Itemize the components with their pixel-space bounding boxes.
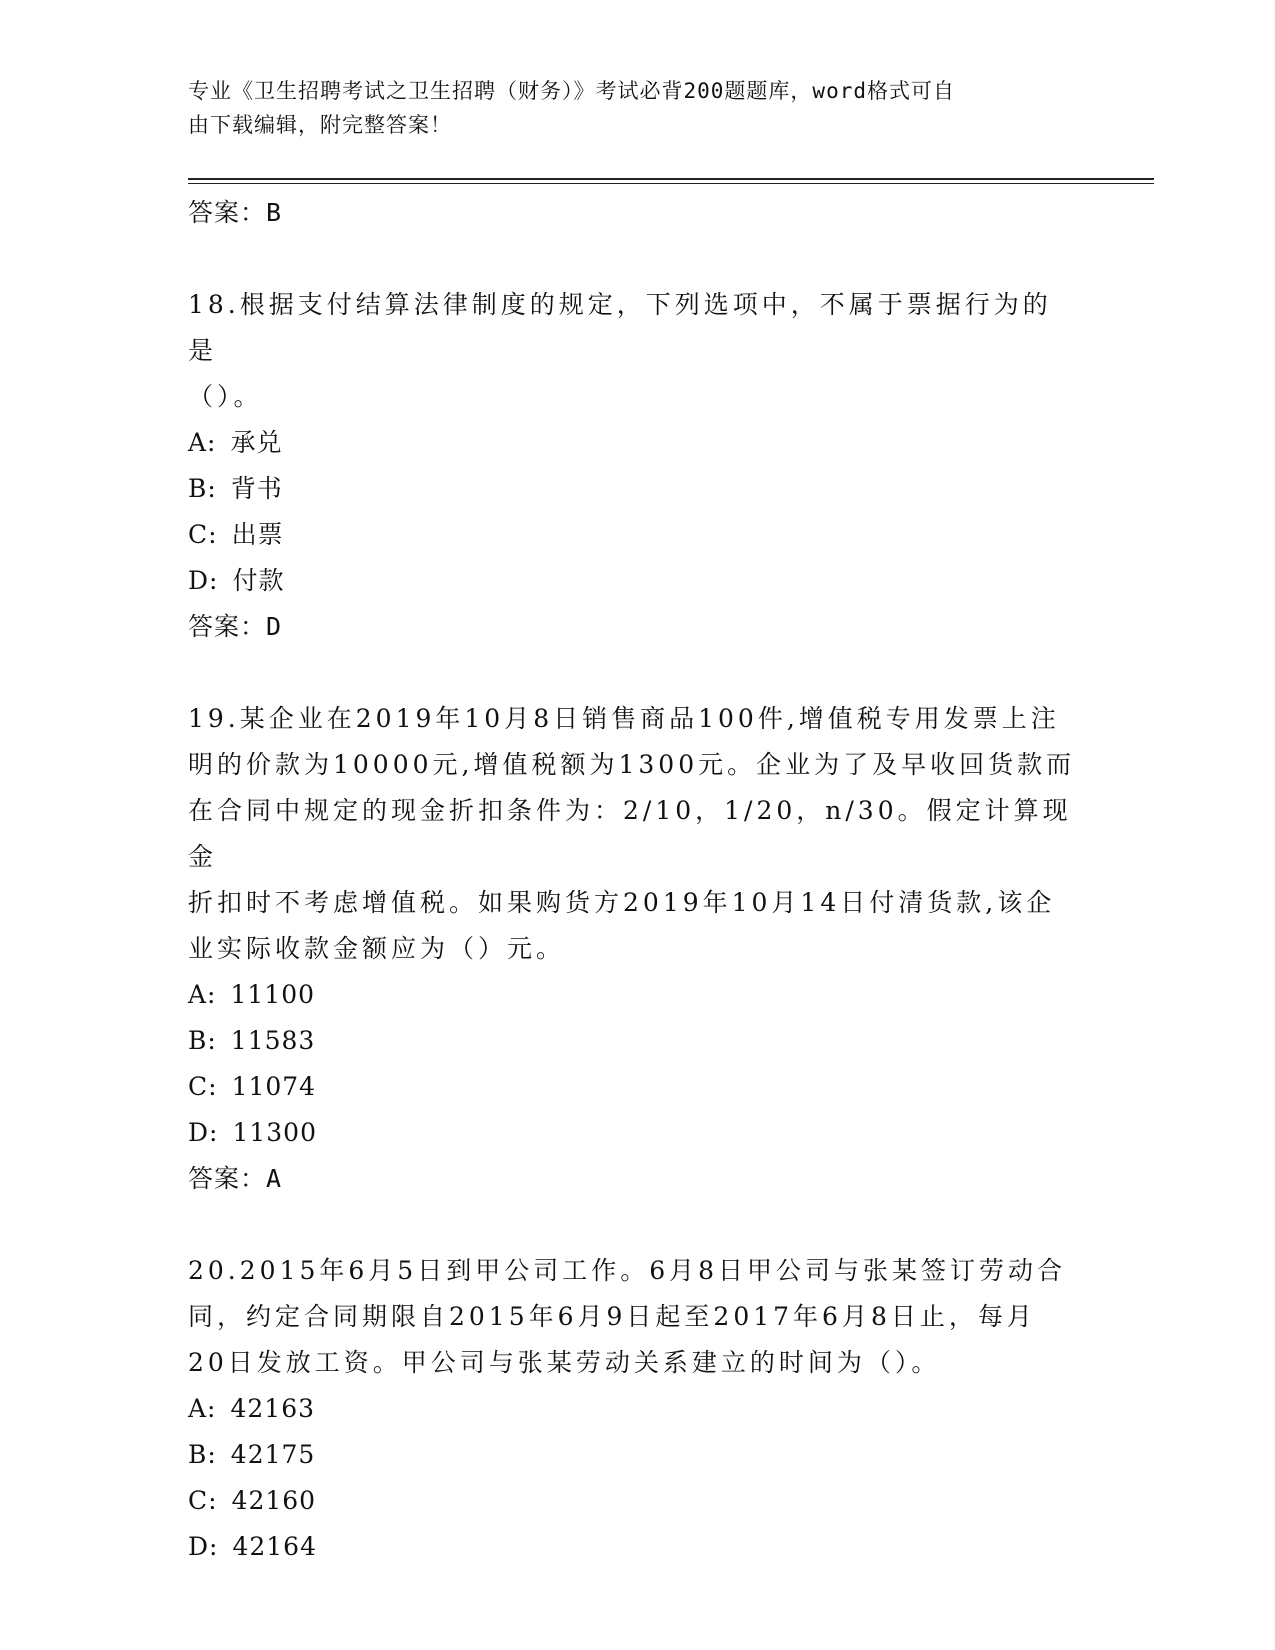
question-text-line: 20日发放工资。甲公司与张某劳动关系建立的时间为（）。 <box>188 1348 941 1377</box>
option-text: 出票 <box>231 520 284 549</box>
option-label: A: <box>188 428 217 457</box>
option-text: 42163 <box>230 1394 316 1423</box>
option-c <box>188 1064 1078 1110</box>
option-text: 11583 <box>230 1026 316 1055</box>
header-divider-thin <box>188 183 1154 184</box>
question-text-line: 业实际收款金额应为（）元。 <box>188 934 566 963</box>
question-text-line: 19.某企业在2019年10月8日销售商品100件,增值税专用发票上注 <box>188 704 1060 733</box>
question-text-line: （）。 <box>188 382 263 411</box>
header-divider <box>188 178 1154 180</box>
option-text: 42164 <box>232 1532 317 1561</box>
option-label: A: <box>188 980 217 1009</box>
option-text: 背书 <box>230 474 283 503</box>
option-label: A: <box>188 1394 217 1423</box>
option-b <box>188 1432 1078 1478</box>
option-a <box>188 972 1078 1018</box>
question-text-line: 在合同中规定的现金折扣条件为：2/10，1/20，n/30。假定计算现金 <box>188 796 1072 871</box>
question-text-line: 同，约定合同期限自2015年6月9日起至2017年6月8日止，每月 <box>188 1302 1036 1331</box>
option-a <box>188 420 1078 466</box>
option-label: D: <box>188 566 219 595</box>
document-body <box>188 190 1078 1570</box>
question-20 <box>188 1248 1078 1570</box>
option-d <box>188 558 1078 604</box>
question-text-line: 折扣时不考虑增值税。如果购货方2019年10月14日付清货款,该企 <box>188 888 1056 917</box>
question-text-line: 明的价款为10000元,增值税额为1300元。企业为了及早收回货款而 <box>188 750 1076 779</box>
option-b <box>188 1018 1078 1064</box>
option-a <box>188 1386 1078 1432</box>
option-label: D: <box>188 1532 219 1561</box>
option-label: B: <box>188 1026 217 1055</box>
option-label: C: <box>188 1486 218 1515</box>
option-label: B: <box>188 474 217 503</box>
question-text-line: 18.根据支付结算法律制度的规定，下列选项中，不属于票据行为的是 <box>188 290 1052 365</box>
option-d <box>188 1524 1078 1570</box>
option-text: 承兑 <box>230 428 283 457</box>
option-text: 42175 <box>230 1440 316 1469</box>
option-text: 11300 <box>232 1118 317 1147</box>
option-label: D: <box>188 1118 219 1147</box>
option-c <box>188 512 1078 558</box>
header-line: 由下载编辑，附完整答案！ <box>188 113 452 137</box>
option-d <box>188 1110 1078 1156</box>
answer-line: 答案：D <box>188 612 283 641</box>
answer-line: 答案：B <box>188 198 283 227</box>
option-label: C: <box>188 1072 218 1101</box>
option-label: B: <box>188 1440 217 1469</box>
question-text-line: 20.2015年6月5日到甲公司工作。6月8日甲公司与张某签订劳动合 <box>188 1256 1067 1285</box>
option-b <box>188 466 1078 512</box>
question-19 <box>188 696 1078 1202</box>
option-text: 付款 <box>232 566 285 595</box>
answer-line: 答案：A <box>188 1164 283 1193</box>
option-text: 11074 <box>231 1072 317 1101</box>
option-c <box>188 1478 1078 1524</box>
header-line: 专业《卫生招聘考试之卫生招聘（财务）》考试必背200题题库，word格式可自 <box>188 79 955 103</box>
question-18 <box>188 282 1078 650</box>
option-label: C: <box>188 520 218 549</box>
option-text: 11100 <box>230 980 316 1009</box>
option-text: 42160 <box>231 1486 317 1515</box>
document-header <box>188 74 1068 142</box>
